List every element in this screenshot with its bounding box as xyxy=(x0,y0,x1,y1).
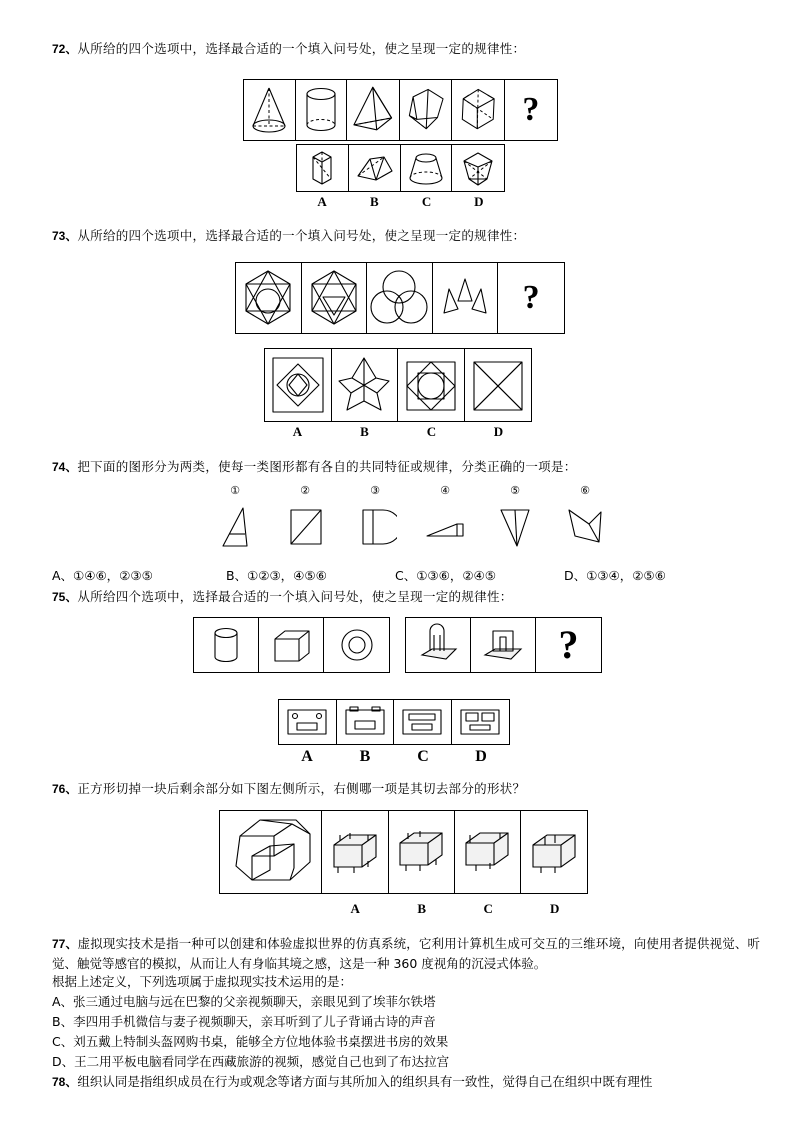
figure-polyhedron xyxy=(452,80,505,140)
figure-74-1 xyxy=(200,500,270,552)
figure-prism-pent xyxy=(400,80,453,140)
figure-hexagon-triangles xyxy=(302,263,368,333)
question-mark-73: ? xyxy=(522,279,540,316)
figure-74-3 xyxy=(340,500,410,552)
option-label-b-73: B xyxy=(360,424,369,439)
question-72-text: 从所给的四个选项中，选择最合适的一个填入问号处，使之呈现一定的规律性： xyxy=(77,41,526,56)
option-b-76[interactable] xyxy=(389,811,455,893)
option-label-a-73: A xyxy=(292,424,303,439)
choice-a-77[interactable] xyxy=(52,992,760,1011)
option-label-a-76: A xyxy=(350,901,360,916)
figure-three-triangles xyxy=(433,263,499,333)
option-label-b-72: B xyxy=(370,194,379,209)
choice-c-77[interactable] xyxy=(52,1032,760,1051)
figure-number-6: ⑥ xyxy=(580,484,590,497)
question-mark-72: ? xyxy=(522,91,540,128)
figure-circles-venn xyxy=(367,263,433,333)
option-label-d-73: D xyxy=(493,424,504,439)
question-73 xyxy=(52,227,760,245)
figure-76-cut-solid xyxy=(220,811,322,893)
option-c-76[interactable] xyxy=(455,811,521,893)
figure-75-cylinder xyxy=(194,618,259,672)
question-73-text: 从所给的四个选项中，选择最合适的一个填入问号处，使之呈现一定的规律性： xyxy=(77,228,526,243)
option-c-73[interactable] xyxy=(398,349,465,421)
choice-b-74[interactable]: B、①②③，④⑤⑥ xyxy=(225,568,327,583)
option-d-73[interactable] xyxy=(465,349,532,421)
option-label-a-75: A xyxy=(301,748,313,765)
choice-d-77-text: D、王二用平板电脑看同学在西藏旅游的视频，感觉自己也到了布达拉宫 xyxy=(52,1054,450,1069)
figure-pyramid xyxy=(347,80,400,140)
question-75-number: 75、 xyxy=(52,590,78,604)
question-74 xyxy=(52,458,760,476)
figure-number-1: ① xyxy=(230,484,240,497)
question-mark-cell-72 xyxy=(505,80,557,140)
option-d-76[interactable] xyxy=(521,811,587,893)
figure-74-6 xyxy=(550,500,620,552)
choice-b-77[interactable] xyxy=(52,1012,760,1031)
question-78-text: 组织认同是指组织成员在行为或观念等诸方面与其所加入的组织具有一致性，觉得自己在组织中既有理性 xyxy=(77,1074,653,1089)
option-label-b-76: B xyxy=(417,901,427,916)
figure-number-3: ③ xyxy=(370,484,380,497)
question-72-number: 72、 xyxy=(52,42,78,56)
question-76-option-labels xyxy=(322,901,588,917)
figure-75-circle xyxy=(324,618,389,672)
option-label-d-75: D xyxy=(475,748,487,765)
question-74-figure-numbers xyxy=(200,484,620,497)
question-72 xyxy=(52,40,760,58)
question-74-text: 把下面的图形分为两类，使每一类图形都有各自的共同特征或规律，分类正确的一项是： xyxy=(77,459,577,474)
question-73-sequence xyxy=(235,262,565,334)
question-73-number: 73、 xyxy=(52,229,78,243)
figure-74-5 xyxy=(480,500,550,552)
option-b-75[interactable] xyxy=(337,700,395,744)
figure-number-4: ④ xyxy=(440,484,450,497)
question-75-sequence-right xyxy=(405,617,602,673)
question-74-figures xyxy=(200,500,620,552)
option-a-76[interactable] xyxy=(322,811,388,893)
figure-cone xyxy=(244,80,296,140)
figure-75-box xyxy=(259,618,324,672)
question-73-options xyxy=(264,348,532,422)
question-75-sequence-left xyxy=(193,617,390,673)
option-label-c-73: C xyxy=(426,424,437,439)
option-label-d-76: D xyxy=(550,901,560,916)
figure-75-solid-a xyxy=(406,618,471,672)
question-76-figures xyxy=(219,810,588,894)
option-label-d-72: D xyxy=(474,194,484,209)
option-c-75[interactable] xyxy=(394,700,452,744)
choice-b-77-text: B、李四用手机微信与妻子视频聊天，亲耳听到了儿子背诵古诗的声音 xyxy=(52,1014,436,1029)
question-75 xyxy=(52,588,760,606)
question-75-option-labels xyxy=(278,748,510,766)
question-72-options xyxy=(296,144,505,192)
option-a-72[interactable] xyxy=(297,145,349,191)
question-77-stem xyxy=(52,972,760,991)
option-label-c-75: C xyxy=(417,748,429,765)
question-75-options xyxy=(278,699,510,745)
figure-number-2: ② xyxy=(300,484,310,497)
figure-cylinder xyxy=(296,80,348,140)
question-72-sequence xyxy=(243,79,558,141)
option-c-72[interactable] xyxy=(401,145,453,191)
question-78 xyxy=(52,1072,760,1092)
choice-d-74[interactable]: D、①③④，②⑤⑥ xyxy=(563,568,666,583)
choice-c-77-text: C、刘五戴上特制头盔网购书桌，能够全方位地体验书桌摆进书房的效果 xyxy=(52,1034,449,1049)
option-d-72[interactable] xyxy=(452,145,504,191)
option-label-b-75: B xyxy=(359,748,371,765)
question-mark-cell-73 xyxy=(498,263,564,333)
figure-number-5: ⑤ xyxy=(510,484,520,497)
question-77-text: 虚拟现实技术是指一种可以创建和体验虚拟世界的仿真系统，它利用计算机生成可交互的三维环境，向使用者提供视觉、听觉、触觉等感官的模拟，从而让人有身临其境之感，这是一种 360 度视角的沉浸式体验。 xyxy=(52,936,760,971)
option-label-a-72: A xyxy=(317,194,327,209)
question-74-number: 74、 xyxy=(52,460,78,474)
question-76-text: 正方形切掉一块后剩余部分如下图左侧所示，右侧哪一项是其切去部分的形状？ xyxy=(77,781,526,796)
question-76 xyxy=(52,780,760,798)
choice-a-74[interactable]: A、①④⑥，②③⑤ xyxy=(52,568,153,583)
option-a-73[interactable] xyxy=(265,349,332,421)
choice-d-77[interactable] xyxy=(52,1052,760,1071)
question-73-option-labels xyxy=(264,424,532,440)
option-d-75[interactable] xyxy=(452,700,510,744)
question-77-stem-text: 根据上述定义，下列选项属于虚拟现实技术运用的是： xyxy=(52,974,353,989)
question-77 xyxy=(52,934,760,973)
question-72-option-labels xyxy=(296,194,505,210)
question-74-choices xyxy=(52,566,752,584)
option-a-75[interactable] xyxy=(279,700,337,744)
option-label-c-76: C xyxy=(483,901,493,916)
option-b-73[interactable] xyxy=(332,349,399,421)
question-77-number: 77、 xyxy=(52,937,78,951)
question-75-text: 从所给四个选项中，选择最合适的一个填入问号处，使之呈现一定的规律性： xyxy=(77,589,513,604)
choice-c-74[interactable]: C、①③⑥，②④⑤ xyxy=(394,568,496,583)
figure-hexagon-star-1 xyxy=(236,263,302,333)
question-78-number: 78、 xyxy=(52,1075,78,1089)
figure-74-2 xyxy=(270,500,340,552)
question-mark-75: ? xyxy=(558,622,579,667)
option-label-c-72: C xyxy=(421,194,432,209)
question-76-number: 76、 xyxy=(52,782,78,796)
choice-a-77-text: A、张三通过电脑与远在巴黎的父亲视频聊天，亲眼见到了埃菲尔铁塔 xyxy=(52,994,436,1009)
figure-74-4 xyxy=(410,500,480,552)
figure-75-solid-b xyxy=(471,618,536,672)
option-b-72[interactable] xyxy=(349,145,401,191)
question-mark-cell-75 xyxy=(536,618,601,672)
